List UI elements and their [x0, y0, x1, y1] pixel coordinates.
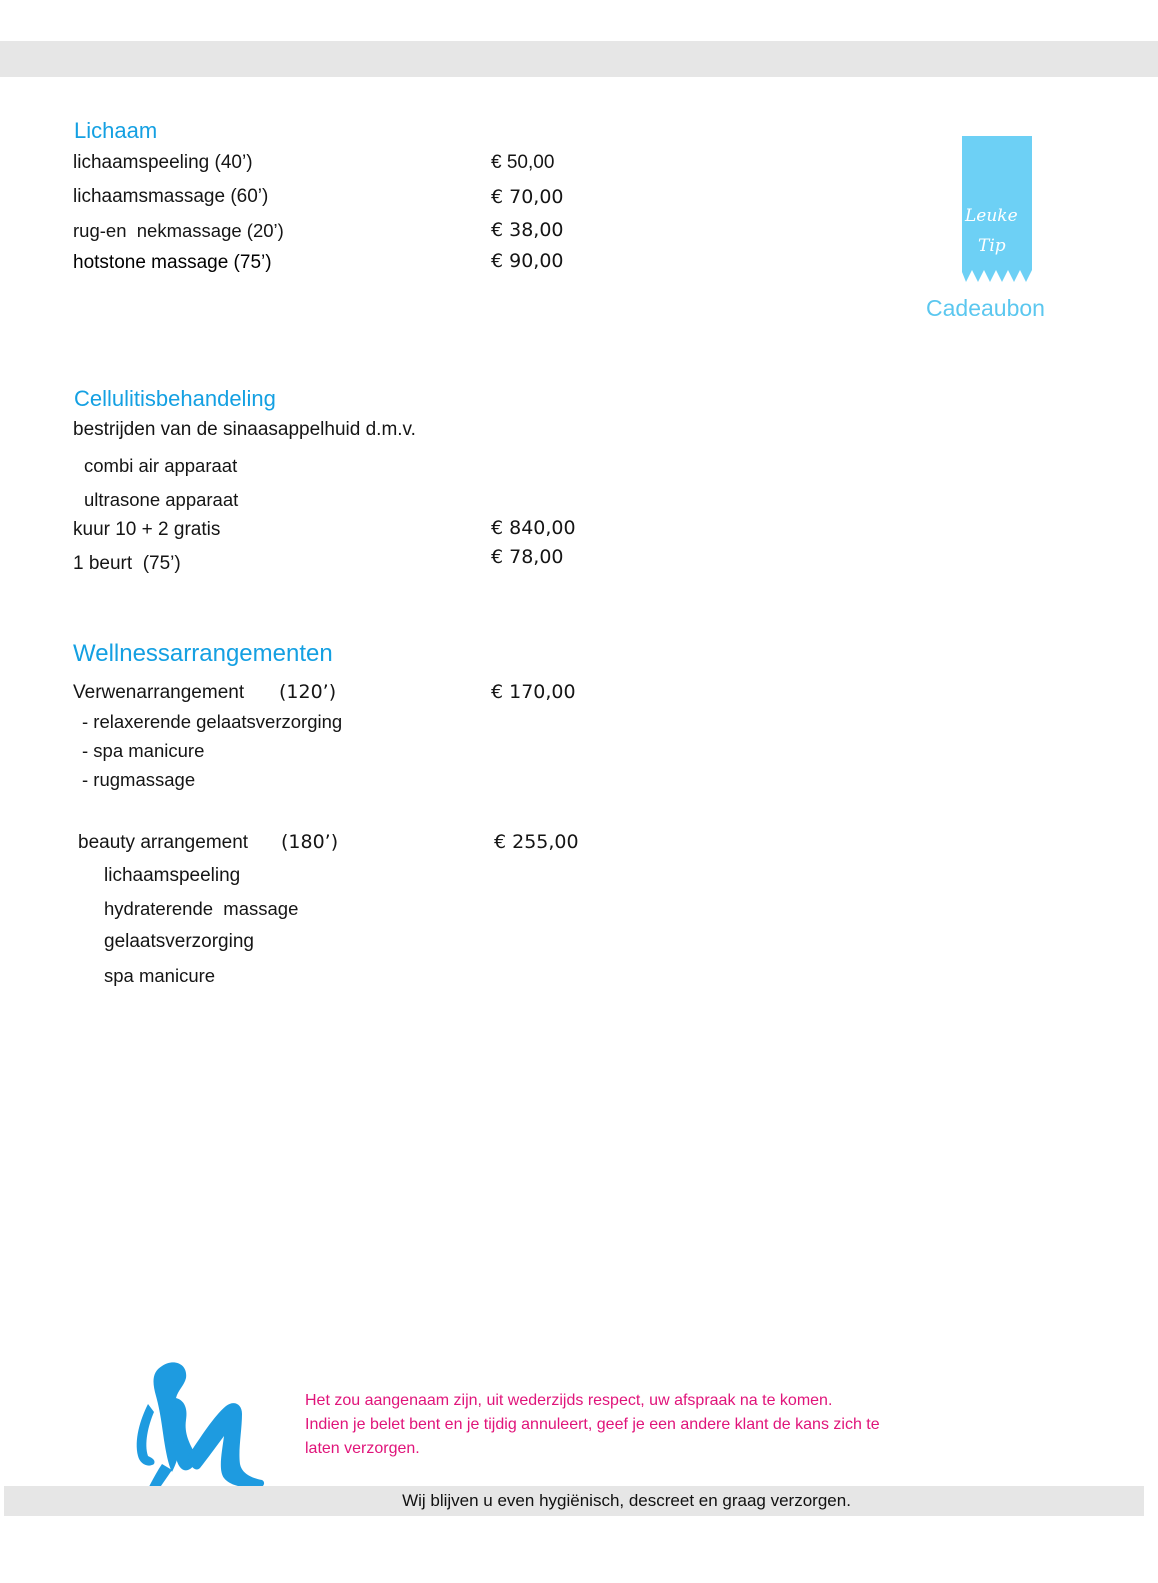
notice-line: Indien je belet bent en je tijdig annuleert, geef je een andere klant de kans zich te: [305, 1416, 880, 1433]
package-line: - spa manicure: [82, 740, 205, 761]
service-label: lichaamspeeling (40’): [73, 152, 253, 173]
service-label: hotstone massage (75’): [73, 252, 272, 273]
notice-line: laten verzorgen.: [305, 1440, 420, 1457]
service-price: € 38,00: [491, 219, 564, 241]
package-line: hydraterende massage: [104, 898, 299, 919]
section-title-cellulitis: Cellulitisbehandeling: [74, 386, 276, 411]
service-label: 1 beurt (75’): [73, 553, 181, 574]
badge-script-line2: Tip: [978, 236, 1006, 256]
service-label: rug-en nekmassage (20’): [73, 220, 284, 241]
service-label: lichaamsmassage (60’): [73, 186, 269, 207]
badge-script-line1: Leuke: [965, 206, 1018, 226]
service-price: € 70,00: [491, 186, 564, 208]
service-label: kuur 10 + 2 gratis: [73, 519, 221, 540]
package-price: € 255,00: [494, 831, 579, 853]
badge-title: Cadeaubon: [926, 295, 1045, 321]
package-duration: (120’): [279, 681, 337, 703]
footer-text: Wij blijven u even hygiënisch, descreet en graag verzorgen.: [402, 1491, 851, 1510]
section-intro: bestrijden van de sinaasappelhuid d.m.v.: [73, 419, 416, 440]
method-item: ultrasone apparaat: [84, 489, 239, 510]
package-label: Verwenarrangement: [73, 682, 245, 703]
service-price: € 90,00: [491, 250, 564, 272]
service-price: € 78,00: [491, 546, 564, 568]
service-price: € 50,00: [491, 152, 555, 173]
package-price: € 170,00: [491, 681, 576, 703]
top-band: [0, 41, 1158, 77]
package-duration: (180’): [281, 831, 339, 853]
logo-leg-raised: [188, 1403, 264, 1488]
package-line: gelaatsverzorging: [104, 931, 254, 952]
package-line: - relaxerende gelaatsverzorging: [82, 711, 343, 732]
section-title-wellness: Wellnessarrangementen: [73, 640, 333, 667]
package-line: - rugmassage: [82, 769, 196, 790]
cancellation-notice: [305, 1389, 965, 1461]
service-price: € 840,00: [491, 517, 576, 539]
package-line: lichaamspeeling: [104, 865, 241, 886]
package-line: spa manicure: [104, 965, 216, 986]
package-label: beauty arrangement: [78, 832, 249, 853]
notice-line: Het zou aangenaam zijn, uit wederzijds respect, uw afspraak na te komen.: [305, 1392, 833, 1409]
section-title-lichaam: Lichaam: [74, 118, 158, 143]
method-item: combi air apparaat: [84, 455, 238, 476]
logo-arm: [137, 1404, 155, 1466]
